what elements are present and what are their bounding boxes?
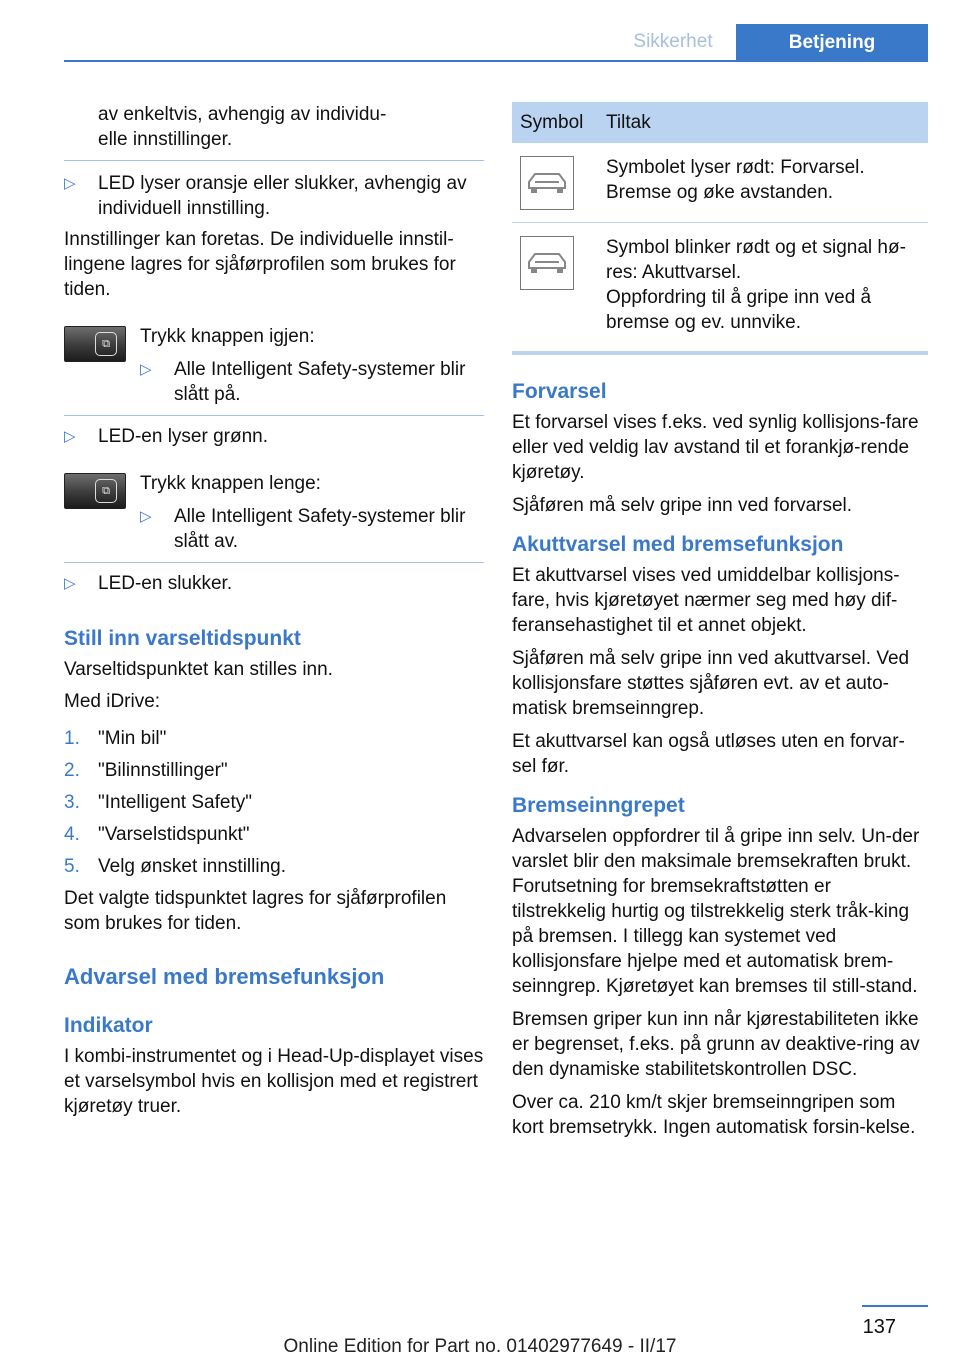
symbol-cell bbox=[512, 223, 598, 354]
safety-button-image bbox=[64, 326, 126, 362]
section-heading: Still inn varseltidspunkt bbox=[64, 627, 301, 650]
bullet-text: LED-en slukker. bbox=[98, 573, 233, 594]
list-item bbox=[140, 357, 484, 407]
section-heading: Akuttvarsel med bremsefunksjon bbox=[512, 533, 844, 556]
paragraph: I kombi-instrumentet og i Head-Up-displayet vises et varselsymbol hvis en kollisjon med et registrert kjøretøy truer. bbox=[64, 1046, 484, 1117]
paragraph: Det valgte tidspunktet lagres for sjåførprofilen som brukes for tiden. bbox=[64, 888, 447, 934]
table-header-action: Tiltak bbox=[598, 102, 928, 143]
step-number: 5. bbox=[64, 856, 80, 877]
step-number: 3. bbox=[64, 792, 80, 813]
step-item bbox=[64, 822, 484, 847]
step-number: 1. bbox=[64, 728, 80, 749]
footer-rule bbox=[862, 1305, 928, 1307]
instruction-label: Trykk knappen igjen: bbox=[140, 326, 315, 347]
divider bbox=[64, 415, 484, 416]
step-text: "Min bil" bbox=[98, 728, 167, 749]
triangle-bullet-icon: ▷ bbox=[64, 175, 76, 192]
safety-button-image bbox=[64, 473, 126, 509]
button-instruction bbox=[64, 320, 484, 407]
paragraph: Sjåføren må selv gripe inn ved forvarsel. bbox=[512, 495, 853, 516]
paragraph: Bremsen griper kun inn når kjørestabiliteten ikke er begrenset, f.eks. på grunn av deaktive-ring av den dynamiske stabilitetskontrollen DSC. bbox=[512, 1009, 920, 1080]
cell-text: Symbolet lyser rødt: Forvarsel. bbox=[606, 157, 865, 178]
paragraph: Et akuttvarsel kan også utløses uten en forvar-sel før. bbox=[512, 731, 905, 777]
step-item bbox=[64, 758, 484, 783]
tab-betjening[interactable]: Betjening bbox=[736, 24, 928, 62]
edition-footer: Online Edition for Part no. 01402977649 - II/17 bbox=[283, 1336, 677, 1357]
step-number: 2. bbox=[64, 760, 80, 781]
right-column bbox=[512, 102, 928, 1140]
section-heading: Forvarsel bbox=[512, 380, 607, 403]
list-item bbox=[140, 504, 484, 554]
triangle-bullet-icon: ▷ bbox=[64, 428, 76, 445]
left-column bbox=[64, 102, 484, 1119]
intro-continuation: av enkeltvis, avhengig av individu- elle innstillinger. bbox=[98, 104, 387, 150]
table-row bbox=[512, 223, 928, 354]
symbol-table bbox=[512, 102, 928, 355]
paragraph: Et forvarsel vises f.eks. ved synlig kollisjons-fare eller ved veldig lav avstand til et forankjø-rende kjøretøy. bbox=[512, 412, 919, 483]
button-instruction bbox=[64, 467, 484, 554]
paragraph: Varseltidspunktet kan stilles inn. bbox=[64, 659, 333, 680]
table-row bbox=[512, 143, 928, 223]
list-item bbox=[64, 422, 484, 449]
tab-sikkerhet[interactable]: Sikkerhet bbox=[633, 31, 713, 52]
divider bbox=[64, 562, 484, 563]
list-item bbox=[64, 167, 484, 221]
instruction-label: Trykk knappen lenge: bbox=[140, 473, 321, 494]
triangle-bullet-icon: ▷ bbox=[140, 361, 152, 378]
step-number: 4. bbox=[64, 824, 80, 845]
car-warning-icon bbox=[520, 156, 574, 210]
car-warning-icon bbox=[520, 236, 574, 290]
action-cell bbox=[598, 143, 928, 223]
main-heading: Advarsel med bremsefunksjon bbox=[64, 964, 385, 989]
step-text: "Intelligent Safety" bbox=[98, 792, 252, 813]
action-cell bbox=[598, 223, 928, 354]
section-heading: Indikator bbox=[64, 1014, 153, 1037]
cell-text: Oppfordring til å gripe inn ved å bremse og ev. unnvike. bbox=[606, 287, 872, 333]
paragraph: Over ca. 210 km/t skjer bremseinngripen som kort bremsetrykk. Ingen automatisk forsin-kelse. bbox=[512, 1092, 916, 1138]
section-heading: Bremseinngrepet bbox=[512, 794, 685, 817]
table-header-row bbox=[512, 102, 928, 143]
cell-text: Symbol blinker rødt og et signal hø-res: Akuttvarsel. bbox=[606, 237, 906, 283]
paragraph: Advarselen oppfordrer til å gripe inn selv. Un-der varslet blir den maksimale bremsekraften brukt. Forutsetning for bremsekraftstøtten er tilstrekkelig hurtig og tilstrekkelig sterk tråk-king på bremsen. I tillegg kan systemet ved kollisjonsfare hjelpe med et automatisk brem-seinngrep. Kjøretøyet kan bremses til still-stand. bbox=[512, 826, 920, 997]
car-assist-icon: ⧉ bbox=[95, 479, 117, 503]
step-text: "Varselstidspunkt" bbox=[98, 824, 250, 845]
bullet-text: Alle Intelligent Safety-systemer blir slått på. bbox=[174, 359, 466, 405]
paragraph: Et akuttvarsel vises ved umiddelbar kollisjons-fare, hvis kjøretøyet nærmer seg med høy dif-feransehastighet til et annet objekt. bbox=[512, 565, 900, 636]
table-header-symbol: Symbol bbox=[512, 102, 598, 143]
triangle-bullet-icon: ▷ bbox=[64, 575, 76, 592]
bullet-text: Alle Intelligent Safety-systemer blir slått av. bbox=[174, 506, 466, 552]
triangle-bullet-icon: ▷ bbox=[140, 508, 152, 525]
page-number: 137 bbox=[862, 1316, 896, 1338]
paragraph: Sjåføren må selv gripe inn ved akuttvarsel. Ved kollisjonsfare støttes sjåføren evt. av et auto-matisk bremseinngrep. bbox=[512, 648, 910, 719]
step-text: Velg ønsket innstilling. bbox=[98, 856, 286, 877]
symbol-cell bbox=[512, 143, 598, 223]
step-item bbox=[64, 790, 484, 815]
paragraph: Innstillinger kan foretas. De individuelle innstil-lingene lagres for sjåførprofilen som brukes for tiden. bbox=[64, 229, 456, 300]
step-text: "Bilinnstillinger" bbox=[98, 760, 228, 781]
bullet-text: LED-en lyser grønn. bbox=[98, 426, 269, 447]
paragraph: Med iDrive: bbox=[64, 691, 161, 712]
cell-text: Bremse og øke avstanden. bbox=[606, 182, 834, 203]
divider bbox=[64, 160, 484, 161]
car-assist-icon: ⧉ bbox=[95, 332, 117, 356]
step-item bbox=[64, 854, 484, 879]
step-item bbox=[64, 726, 484, 751]
header-rule bbox=[64, 60, 928, 62]
bullet-text: LED lyser oransje eller slukker, avhengig av individuell innstilling. bbox=[98, 173, 467, 219]
list-item bbox=[64, 569, 484, 596]
